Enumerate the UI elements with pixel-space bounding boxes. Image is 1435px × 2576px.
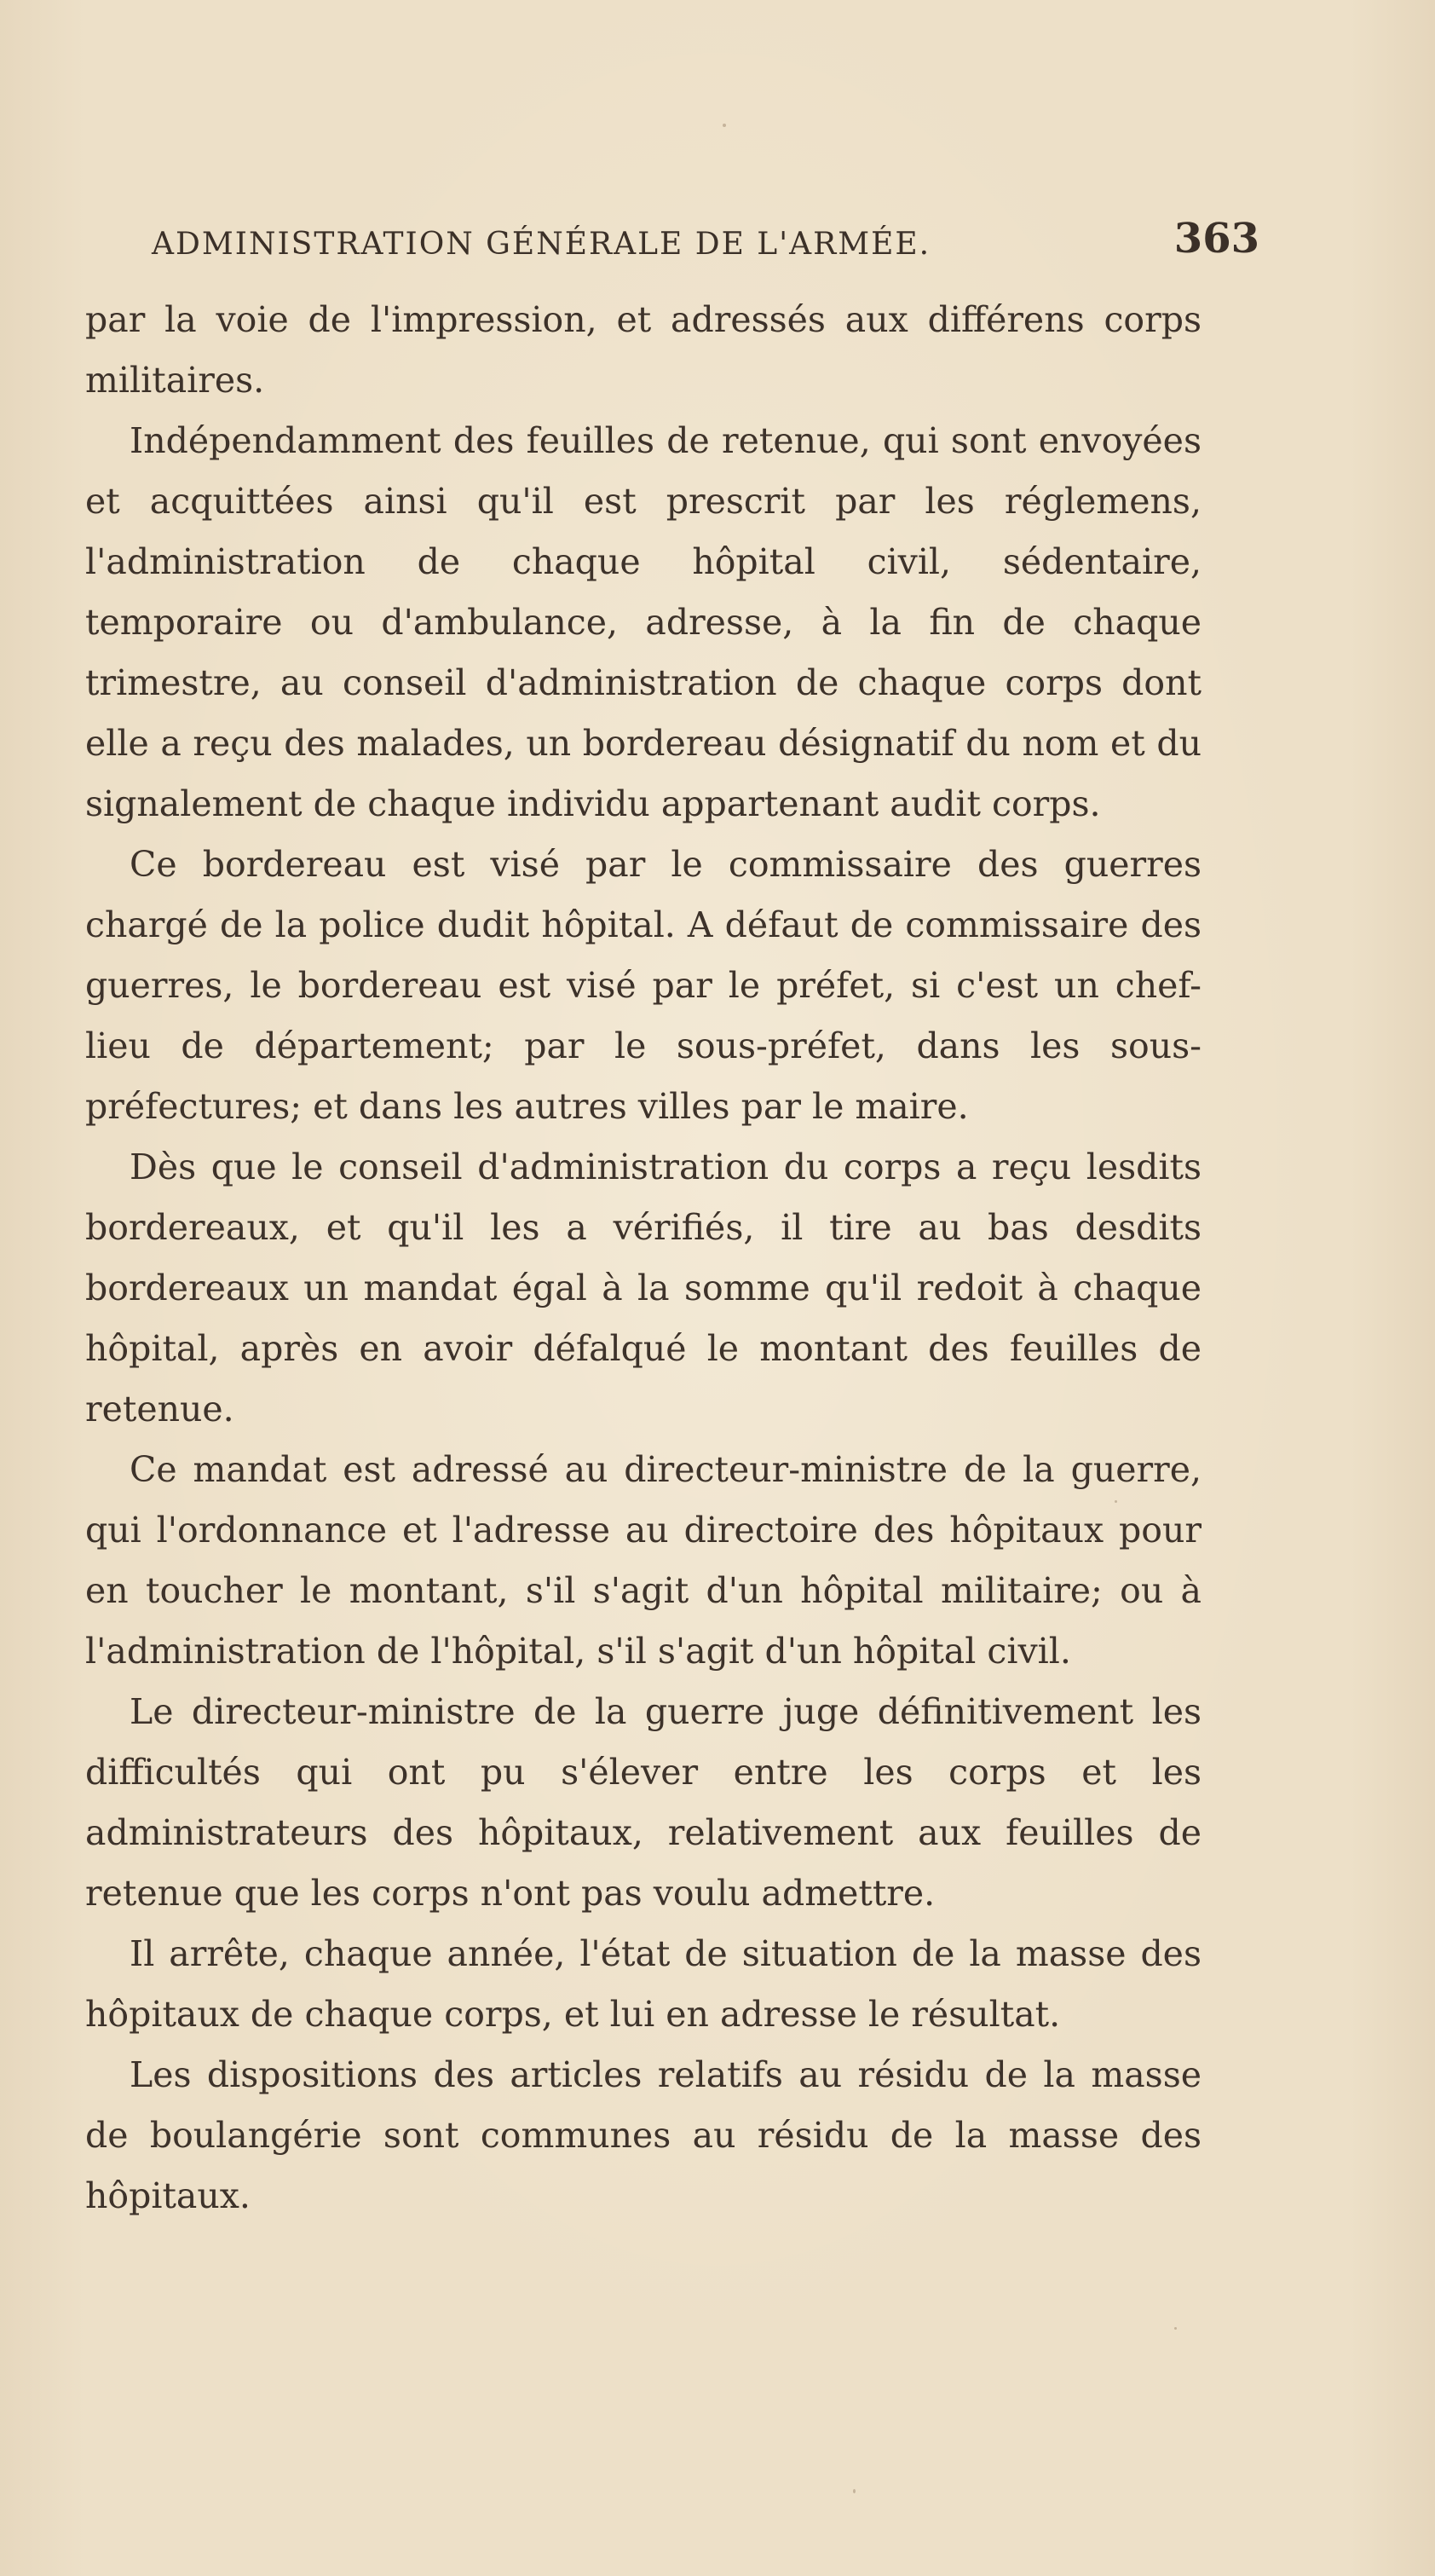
paper-speck (853, 2489, 856, 2493)
page-header (152, 211, 1259, 280)
paragraph-continuation: par la voie de l'impression, et adressés aux différens corps militaires. (85, 299, 1202, 401)
paragraph: Ce bordereau est visé par le commissaire des guerres chargé de la police dudit hôpital. A défaut de commissaire des guerres, le bordereau est visé par le préfet, si c'est un chef-lieu de département; par le sous-préfet, dans les sous-préfectures; et dans les autres villes par le maire. (85, 844, 1202, 1127)
paragraph: Le directeur-ministre de la guerre juge définitivement les difficultés qui ont pu s'élever entre les corps et les administrateurs des hôpitaux, relativement aux feuilles de retenue que les corps n'ont pas voulu admettre. (85, 1691, 1202, 1914)
paper-speck (723, 124, 726, 127)
paragraph: Dès que le conseil d'administration du corps a reçu lesdits bordereaux, et qu'il les a vérifiés, il tire au bas desdits bordereaux un mandat égal à la somme qu'il redoit à chaque hôpital, après en avoir défalqué le montant des feuilles de retenue. (85, 1146, 1202, 1430)
paragraph: Les dispositions des articles relatifs au résidu de la masse de boulangérie sont communes au résidu de la masse des hôpitaux. (85, 2054, 1202, 2216)
paragraph: Indépendamment des feuilles de retenue, qui sont envoyées et acquittées ainsi qu'il est prescrit par les réglemens, l'administration de chaque hôpital civil, sédentaire, temporaire ou d'ambulance, adresse, à la fin de chaque trimestre, au conseil d'administration de chaque corps dont elle a reçu des malades, un bordereau désignatif du nom et du signalement de chaque individu appartenant audit corps. (85, 420, 1202, 824)
paragraph: Il arrête, chaque année, l'état de situation de la masse des hôpitaux de chaque corps, et lui en adresse le résultat. (85, 1933, 1202, 2035)
paper-speck (1115, 1500, 1117, 1503)
page-number: 363 (1173, 215, 1259, 263)
running-head: ADMINISTRATION GÉNÉRALE DE L'ARMÉE. (152, 227, 931, 262)
paper-speck (1174, 2327, 1177, 2330)
paragraph: Ce mandat est adressé au directeur-ministre de la guerre, qui l'ordonnance et l'adresse au directoire des hôpitaux pour en toucher le montant, s'il s'agit d'un hôpital militaire; ou à l'administration de l'hôpital, s'il s'agit d'un hôpital civil. (85, 1449, 1202, 1672)
body-text (85, 290, 1202, 2227)
